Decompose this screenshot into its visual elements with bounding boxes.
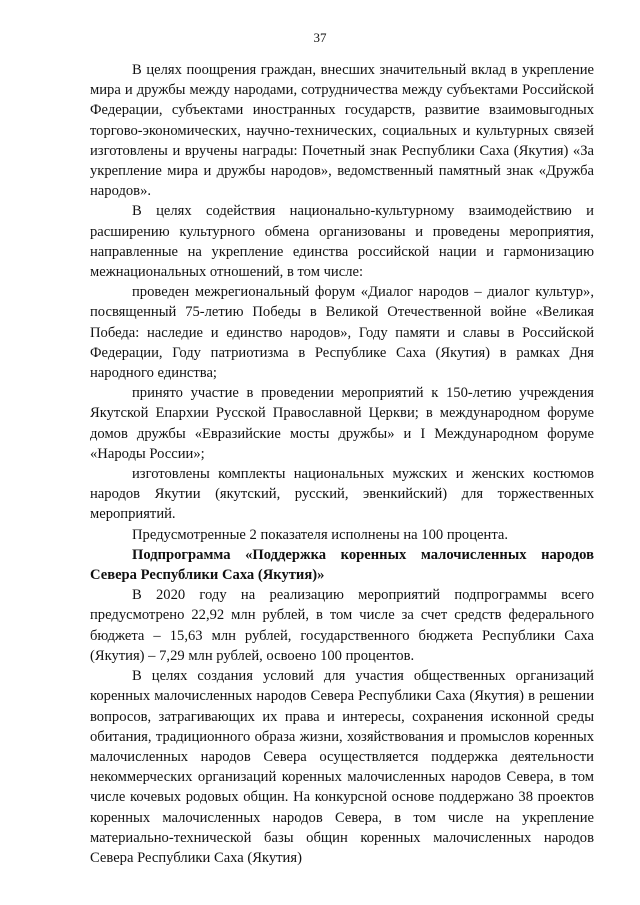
paragraph-funding: В 2020 году на реализацию мероприятий подпрограммы всего предусмотрено 22,92 млн рублей, в том числе за счет средств федерального бюджета – 15,63 млн рублей, государственного бюджета Республики Саха (Якутия) – 7,29 млн рублей, освоено 100 процентов.: [90, 587, 594, 664]
paragraph-costumes: изготовлены комплекты национальных мужских и женских костюмов народов Якутии (якутский, русский, эвенкийский) для торжественных мероприятий.: [90, 466, 594, 523]
paragraph-cultural-interaction: В целях содействия национально-культурному взаимодействию и расширению культурного обмена организованы и проведены мероприятия, направленные на укрепление единства российской нации и гармонизацию межнациональных отношений, в том числе:: [90, 203, 594, 281]
page-number: 37: [313, 30, 327, 45]
paragraph-awards: В целях поощрения граждан, внесших значительный вклад в укрепление мира и дружбы между народами, сотрудничества между субъектами Российской Федерации, субъектами иностранных государств, развитие взаимовыгодных торгово-экономических, научно-технических, социальных и культурных связей изготовлены и вручены награды: Почетный знак Республики Саха (Якутия) «За укрепление мира и дружбы народов», ведомственный памятный знак «Дружба народов».: [90, 62, 594, 200]
paragraph-indicators: Предусмотренные 2 показателя исполнены на 100 процента.: [132, 526, 508, 543]
paragraph-support: В целях создания условий для участия общественных организаций коренных малочисленных народов Севера Республики Саха (Якутия) в решении вопросов, затрагивающих их права и интересы, сохранения исконной среды обитания, традиционного образа жизни, хозяйствования и промыслов коренных малочисленных народов Севера осуществляется поддержка деятельности некоммерческих организаций коренных малочисленных народов Севера, в том числе кочевых родовых общин. На конкурсной основе поддержано 38 проектов коренных малочисленных народов Севера, в том числе на укрепление материально-технической базы общин коренных малочисленных народов Севера Республики Саха (Якутия): [90, 668, 594, 866]
paragraph-eparchy: принято участие в проведении мероприятий к 150-летию учреждения Якутской Епархии Русской Православной Церкви; в международном форуме домов дружбы «Евразийские мосты дружбы» и I Международном форуме «Народы России»;: [90, 385, 594, 462]
document-body: [90, 60, 594, 868]
subprogram-heading: Подпрограмма «Поддержка коренных малочисленных народов Севера Республики Саха (Якутия)»: [90, 546, 594, 584]
paragraph-forum: проведен межрегиональный форум «Диалог народов – диалог культур», посвященный 75-летию Победы в Великой Отечественной войне «Великая Победа: наследие и единство народов», Году памяти и славы в Российской Федерации, Году патриотизма в Республике Саха (Якутия) в рамках Дня народного единства;: [90, 284, 594, 382]
